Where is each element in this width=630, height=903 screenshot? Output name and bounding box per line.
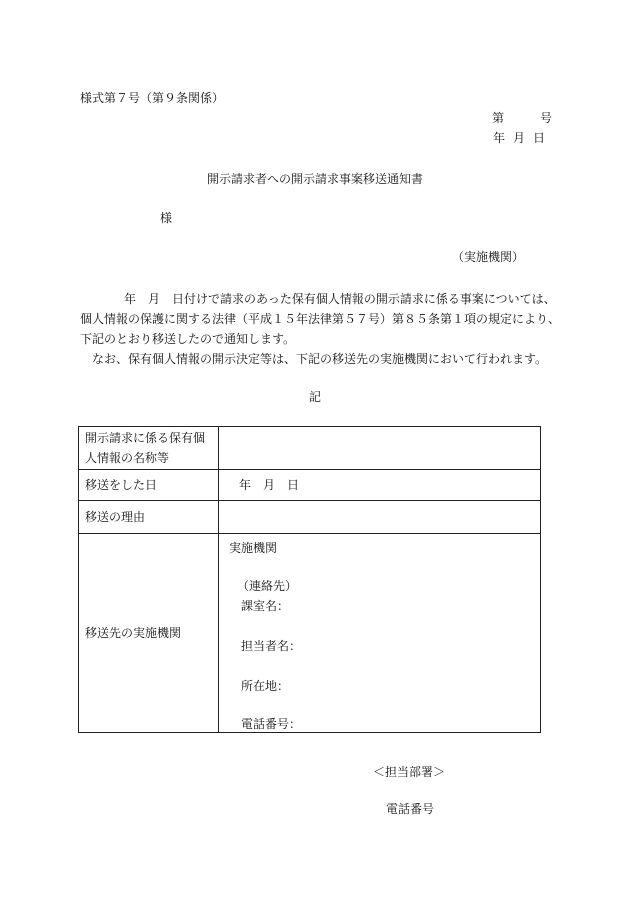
document-number-line <box>492 110 552 126</box>
value-transfer-date <box>219 470 541 501</box>
body-paragraph-2: なお、保有個人情報の開示決定等は、下記の移送先の実施機関において行われます。 <box>92 352 548 366</box>
form-number-label: 様式第７号（第９条関係） <box>80 91 225 105</box>
transfer-day: 日 <box>287 478 300 492</box>
footer-phone: 電話番号 <box>386 802 435 816</box>
date-month: 月 <box>513 131 526 145</box>
document-title: 開示請求者への開示請求事案移送通知書 <box>206 172 423 186</box>
label-transfer-reason: 移送の理由 <box>79 501 219 534</box>
dest-contact: （連絡先） <box>237 579 298 593</box>
table-row <box>79 427 541 470</box>
body-paragraph-1: 年 月 日付けで請求のあった保有個人情報の開示請求に係る事案については、個人情報の保護に関する法律（平成１５年法律第５７号）第８５条第１項の規定により、下記のとおり移送したので通知します。 <box>80 292 561 346</box>
number-suffix: 号 <box>540 111 553 125</box>
transfer-year: 年 <box>239 478 252 492</box>
body-text <box>80 289 560 369</box>
date-day: 日 <box>533 131 546 145</box>
date-year: 年 <box>493 131 506 145</box>
dest-institution: 実施機関 <box>229 541 278 555</box>
label-transfer-date: 移送をした日 <box>79 470 219 501</box>
transfer-month: 月 <box>263 478 276 492</box>
label-info-name: 開示請求に係る保有個人情報の名称等 <box>79 427 219 470</box>
transfer-details-table <box>78 426 541 733</box>
dest-person: 担当者名： <box>241 639 302 653</box>
table-row <box>79 534 541 733</box>
document-date-line <box>493 130 545 146</box>
dest-section: 課室名： <box>241 599 290 613</box>
dest-address: 所在地： <box>241 679 290 693</box>
issuing-institution: （実施機関） <box>452 250 525 264</box>
responsible-department: ＜担当部署＞ <box>373 765 446 779</box>
value-info-name <box>219 427 541 470</box>
table-row <box>79 470 541 501</box>
dest-phone: 電話番号： <box>241 717 302 731</box>
value-destination <box>219 534 541 733</box>
value-transfer-reason <box>219 501 541 534</box>
number-prefix: 第 <box>492 111 505 125</box>
addressee-honorific: 様 <box>160 211 173 225</box>
ki-heading: 記 <box>308 390 321 404</box>
label-destination: 移送先の実施機関 <box>79 534 219 733</box>
table-row <box>79 501 541 534</box>
